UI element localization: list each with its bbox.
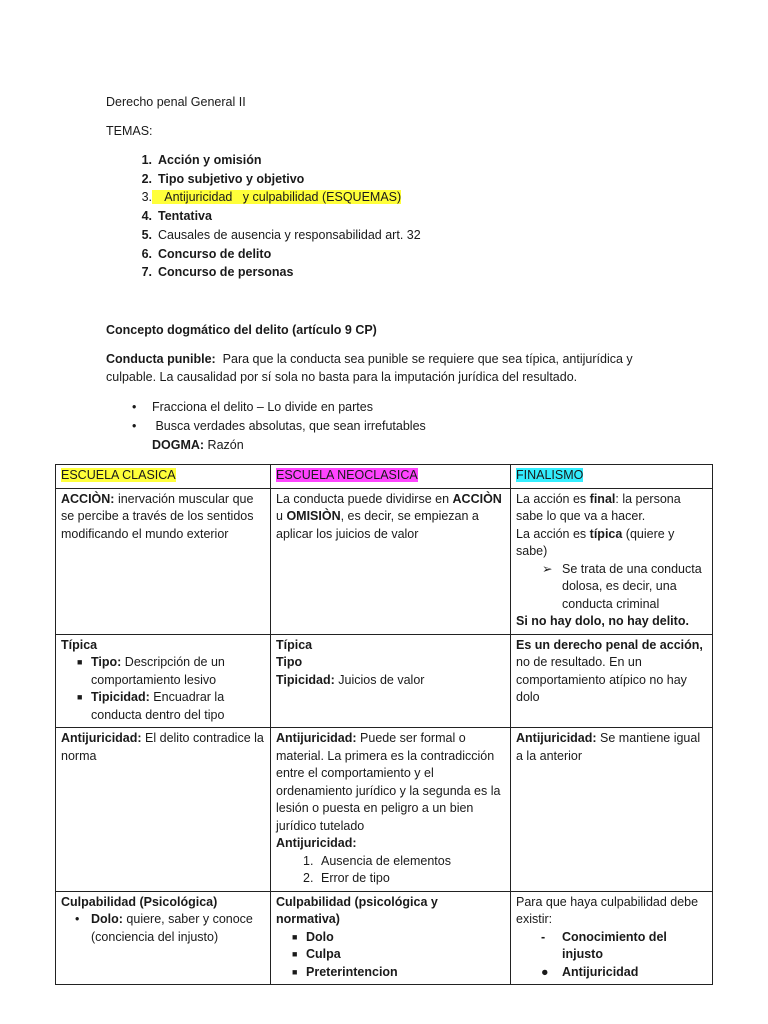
topics-list	[106, 151, 526, 282]
bullet-item: • Fracciona el delito – Lo divide en partes	[132, 400, 373, 414]
document-title: Derecho penal General II	[106, 95, 246, 109]
table-cell: La conducta puede dividirse en ACCIÒN u OMISIÒN, es decir, se empiezan a aplicar los juicios de valor	[271, 488, 511, 634]
square-bullet-icon: ■	[292, 931, 298, 942]
round-bullet-icon: ●	[541, 964, 549, 979]
header-finalismo: FINALISMO	[511, 465, 713, 489]
conducta-text: Para que la conducta sea punible se requiere que sea típica, antijurídica y	[215, 352, 633, 366]
table-cell: Es un derecho penal de acción, no de resultado. En un comportamiento atípico no hay dolo	[511, 634, 713, 728]
bullet-item: • Busca verdades absolutas, que sean irrefutables	[132, 419, 426, 433]
table-cell: ACCIÒN: inervación muscular que se percibe a través de los sentidos modificando el mundo exterior	[56, 488, 271, 634]
concepto-heading: Concepto dogmático del delito (artículo 9 CP)	[106, 323, 377, 337]
conducta-text-line2: culpable. La causalidad por sí sola no basta para la imputación jurídica del resultado.	[106, 370, 578, 384]
conducta-label: Conducta punible:	[106, 352, 216, 366]
topic-item: 5. Causales de ausencia y responsabilidad art. 32	[141, 227, 421, 242]
topic-item: 6. Concurso de delito	[141, 246, 272, 261]
table-cell: Antijuricidad: Puede ser formal o material. La primera es la contradicción entre el comportamiento y el ordenamiento jurídico y la segunda es la lesión o puesta en peligro a un bien jurídico tutelado Antijuricidad: 1. Ausencia de elementos 2. Error de tipo	[271, 728, 511, 892]
round-bullet-icon: •	[75, 912, 80, 926]
table-cell: La acción es final: la persona sabe lo que va a hacer. La acción es típica (quiere y sabe) ➢ Se trata de una conducta dolosa, es decir, una conducta criminal Si no hay dolo, no hay delito.	[511, 488, 713, 634]
table-row	[56, 728, 713, 892]
topic-item-highlighted: 3. Antijuricidad y culpabilidad (ESQUEMAS)	[141, 190, 402, 205]
conducta-paragraph	[106, 350, 666, 386]
header-escuela-neoclasica: ESCUELA NEOCLASICA	[271, 465, 511, 489]
table-row	[56, 488, 713, 634]
table-cell: Para que haya culpabilidad debe existir: - Conocimiento del injusto ● Antijuricidad	[511, 891, 713, 985]
table-header-row	[56, 465, 713, 489]
dogma-line: DOGMA: Razón	[152, 438, 244, 452]
header-escuela-clasica: ESCUELA CLASICA	[56, 465, 271, 489]
topic-item: 7. Concurso de personas	[141, 265, 294, 280]
topic-item: 4. Tentativa	[141, 209, 212, 224]
table-cell: Típica ■ Tipo: Descripción de un comportamiento lesivo ■ Tipicidad: Encuadrar la conducta dentro del tipo	[56, 634, 271, 728]
schools-comparison-table	[55, 464, 713, 985]
table-row	[56, 891, 713, 985]
arrow-bullet-icon: ➢	[542, 561, 553, 576]
feature-bullets	[132, 398, 572, 455]
dash-bullet-icon: -	[541, 929, 546, 944]
square-bullet-icon: ■	[77, 657, 83, 667]
table-cell: Culpabilidad (psicológica y normativa) ■ Dolo ■ Culpa ■ Preterintencion	[271, 891, 511, 985]
table-row	[56, 634, 713, 728]
table-cell: Antijuricidad: El delito contradice la norma	[56, 728, 271, 892]
table-cell: Típica Tipo Tipicidad: Juicios de valor	[271, 634, 511, 728]
square-bullet-icon: ■	[292, 949, 298, 959]
topic-item: 2. Tipo subjetivo y objetivo	[141, 171, 305, 186]
table-cell: Antijuricidad: Se mantiene igual a la anterior	[511, 728, 713, 892]
square-bullet-icon: ■	[77, 692, 83, 702]
square-bullet-icon: ■	[292, 966, 298, 977]
table-cell: Culpabilidad (Psicológica) • Dolo: quiere, saber y conoce (conciencia del injusto)	[56, 891, 271, 985]
temas-label: TEMAS:	[106, 124, 153, 138]
topic-item: 1. Acción y omisión	[141, 153, 262, 167]
